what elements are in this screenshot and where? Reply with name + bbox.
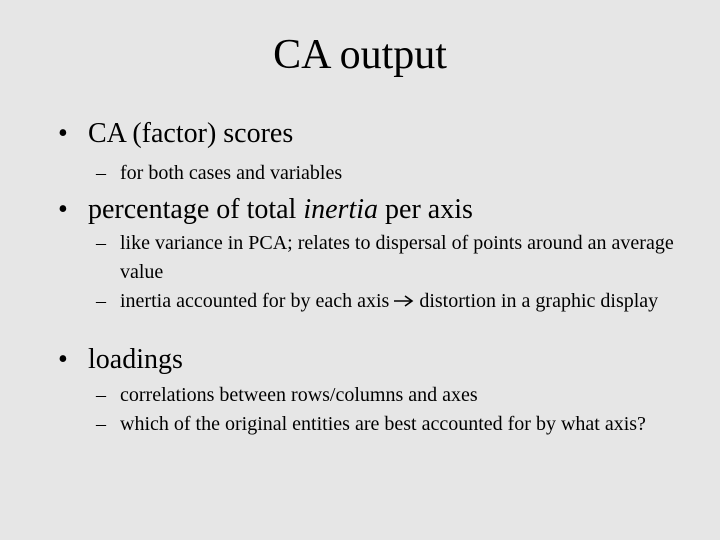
subbullet-text-part: inertia accounted for by each axis — [120, 290, 390, 312]
bullet-text: CA (factor) scores — [88, 118, 294, 149]
slide-title: CA output — [273, 32, 447, 78]
subbullet-text: correlations between rows/columns and axes — [120, 384, 478, 406]
bullet-text-part: per axis — [378, 194, 473, 225]
bullet-glyph: • — [58, 194, 68, 225]
dash-glyph: – — [96, 232, 106, 254]
subbullet-text — [120, 287, 680, 317]
dash-glyph: – — [96, 384, 106, 406]
dash-glyph: – — [96, 413, 106, 435]
subbullet-text: like variance in PCA; relates to dispersal of points around an average value — [120, 232, 674, 283]
subbullet-text: which of the original entities are best accounted for by what axis? — [120, 413, 646, 435]
dash-glyph: – — [96, 290, 106, 312]
subbullet-text-part: distortion in a graphic display — [419, 290, 659, 312]
bullet-glyph: • — [58, 118, 68, 149]
dash-glyph: – — [96, 162, 106, 184]
right-arrow-icon — [393, 288, 415, 317]
subbullet-text: for both cases and variables — [120, 162, 343, 184]
inertia-emphasis: inertia — [303, 194, 379, 225]
bullet-text-part: percentage of total — [88, 194, 304, 225]
bullet-text — [88, 194, 473, 226]
bullet-glyph: • — [58, 344, 68, 375]
bullet-text: loadings — [88, 344, 183, 375]
